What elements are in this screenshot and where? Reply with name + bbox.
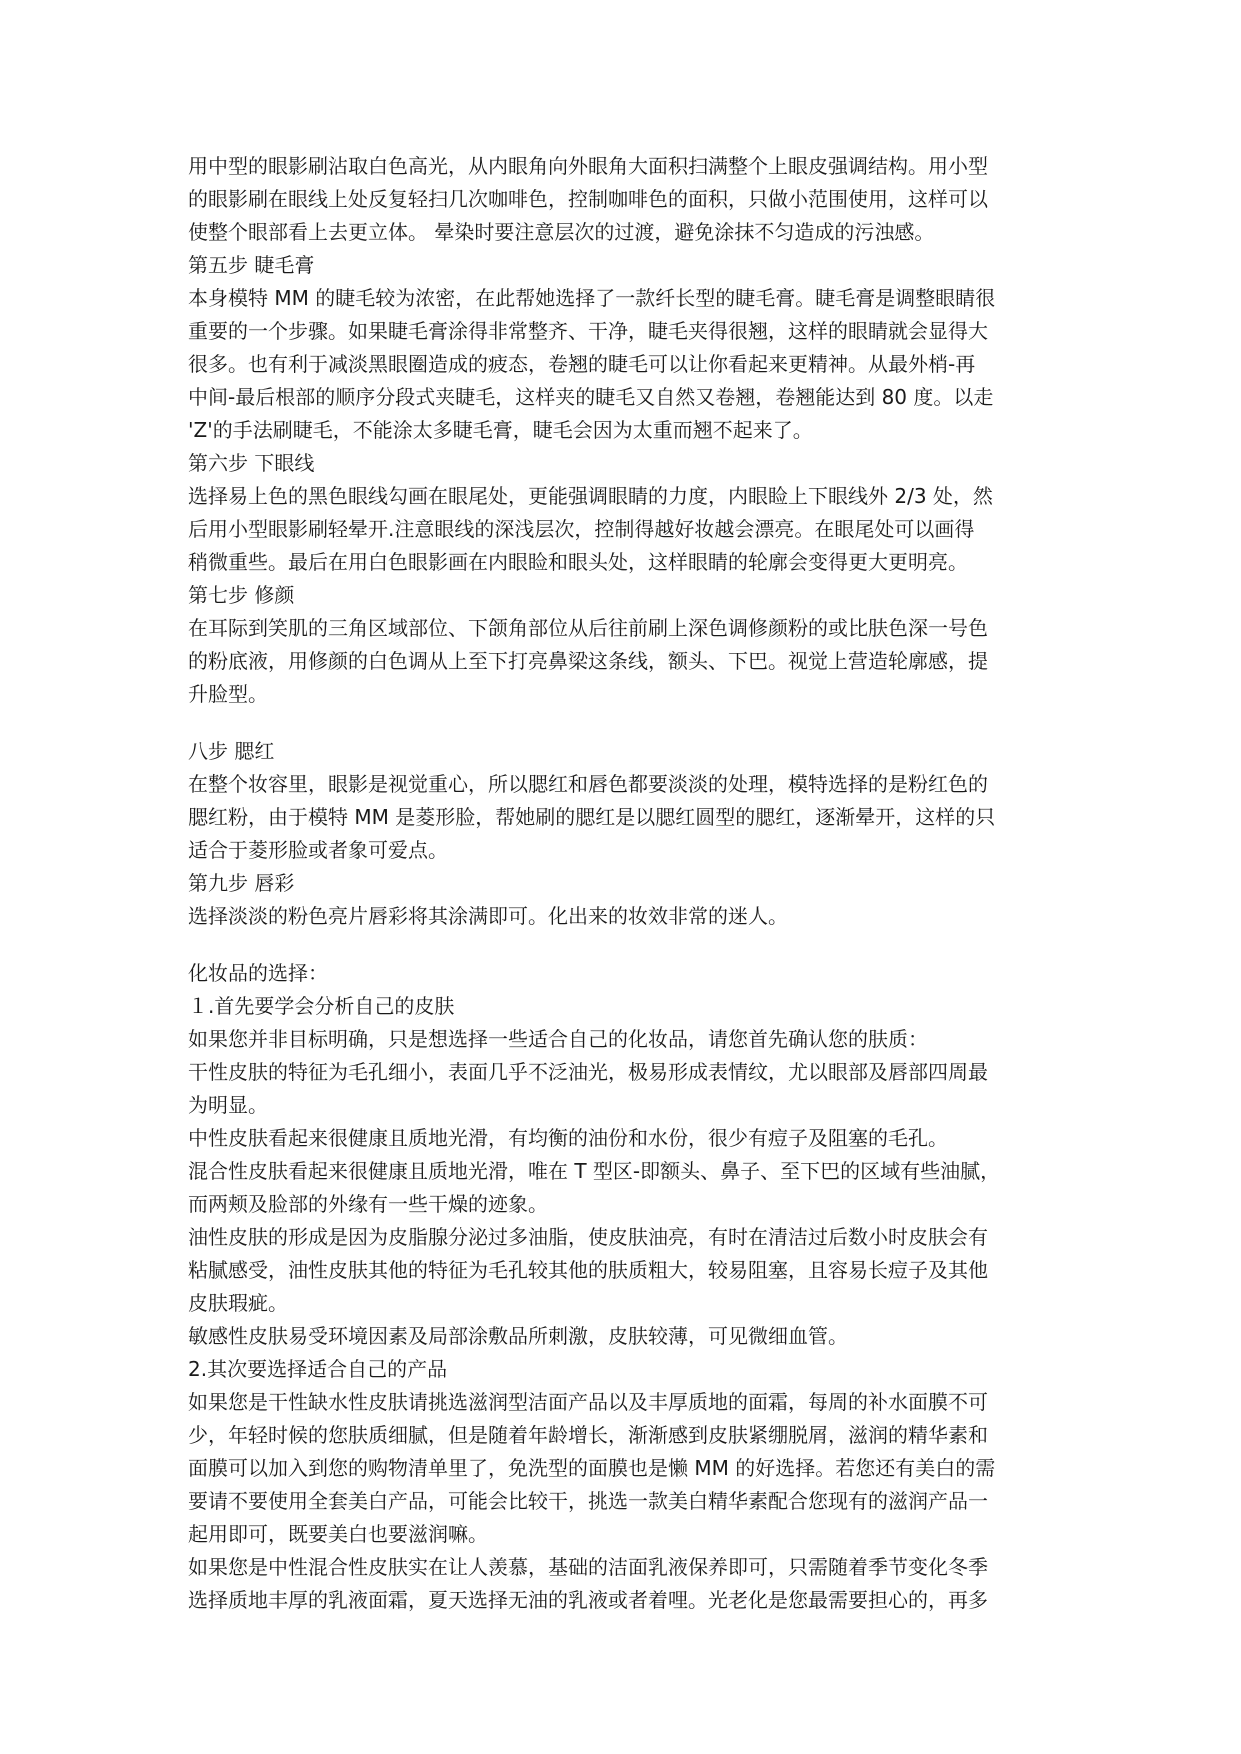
text-line: 中性皮肤看起来很健康且质地光滑，有均衡的油份和水份，很少有痘子及阻塞的毛孔。 xyxy=(188,1126,948,1150)
text-line: 本身模特 MM 的睫毛较为浓密，在此帮她选择了一款纤长型的睫毛膏。睫毛膏是调整眼睛很 xyxy=(188,286,996,310)
text-line: 2.其次要选择适合自己的产品 xyxy=(188,1357,448,1381)
text-line: 皮肤瑕疵。 xyxy=(188,1291,288,1315)
text-line: 腮红粉，由于模特 MM 是菱形脸，帮她刷的腮红是以腮红圆型的腮红，逐渐晕开，这样的只 xyxy=(188,805,996,829)
text-line: 稍微重些。最后在用白色眼影画在内眼睑和眼头处，这样眼睛的轮廓会变得更大更明亮。 xyxy=(188,550,968,574)
text-line: 起用即可，既要美白也要滋润嘛。 xyxy=(188,1522,488,1546)
text-line: 用中型的眼影刷沾取白色高光，从内眼角向外眼角大面积扫满整个上眼皮强调结构。用小型 xyxy=(188,154,988,178)
text-line: 第五步 睫毛膏 xyxy=(188,253,315,277)
text-line: 化妆品的选择： xyxy=(188,961,328,985)
text-line: 如果您是中性混合性皮肤实在让人羡慕，基础的洁面乳液保养即可，只需随着季节变化冬季 xyxy=(188,1555,988,1579)
text-line: 重要的一个步骤。如果睫毛膏涂得非常整齐、干净，睫毛夹得很翘，这样的眼睛就会显得大 xyxy=(188,319,988,343)
text-line: 在整个妆容里，眼影是视觉重心，所以腮红和唇色都要淡淡的处理，模特选择的是粉红色的 xyxy=(188,772,988,796)
text-line: 在耳际到笑肌的三角区域部位、下颌角部位从后往前刷上深色调修颜粉的或比肤色深一号色 xyxy=(188,616,988,640)
text-line: 的眼影刷在眼线上处反复轻扫几次咖啡色，控制咖啡色的面积，只做小范围使用，这样可以 xyxy=(188,187,988,211)
text-line: 敏感性皮肤易受环境因素及局部涂敷品所刺激，皮肤较薄，可见微细血管。 xyxy=(188,1324,848,1348)
text-line: 为明显。 xyxy=(188,1093,268,1117)
text-line: 后用小型眼影刷轻晕开.注意眼线的深浅层次，控制得越好妆越会漂亮。在眼尾处可以画得 xyxy=(188,517,975,541)
text-line: 选择质地丰厚的乳液面霜，夏天选择无油的乳液或者着哩。光老化是您最需要担心的，再多 xyxy=(188,1588,988,1612)
text-line: 第九步 唇彩 xyxy=(188,871,295,895)
text-line: 粘腻感受，油性皮肤其他的特征为毛孔较其他的肤质粗大，较易阻塞，且容易长痘子及其他 xyxy=(188,1258,988,1282)
text-line: １.首先要学会分析自己的皮肤 xyxy=(188,994,455,1018)
text-line: 油性皮肤的形成是因为皮脂腺分泌过多油脂，使皮肤油亮，有时在清洁过后数小时皮肤会有 xyxy=(188,1225,988,1249)
text-line: 选择易上色的黑色眼线勾画在眼尾处，更能强调眼睛的力度，内眼睑上下眼线外 2/3 处，然 xyxy=(188,484,993,508)
text-line: 八步 腮红 xyxy=(188,739,275,763)
text-line: 面膜可以加入到您的购物清单里了，免洗型的面膜也是懒 MM 的好选择。若您还有美白的需 xyxy=(188,1456,996,1480)
text-line: 选择淡淡的粉色亮片唇彩将其涂满即可。化出来的妆效非常的迷人。 xyxy=(188,904,788,928)
text-line: 升脸型。 xyxy=(188,682,268,706)
text-line: 第七步 修颜 xyxy=(188,583,295,607)
paragraph-gap xyxy=(188,933,1060,957)
text-line: 要请不要使用全套美白产品，可能会比较干，挑选一款美白精华素配合您现有的滋润产品一 xyxy=(188,1489,988,1513)
text-line: 如果您并非目标明确，只是想选择一些适合自己的化妆品，请您首先确认您的肤质： xyxy=(188,1027,928,1051)
document-body xyxy=(188,150,1060,1617)
text-line: 而两颊及脸部的外缘有一些干燥的迹象。 xyxy=(188,1192,548,1216)
text-line: 混合性皮肤看起来很健康且质地光滑，唯在 T 型区-即额头、鼻子、至下巴的区域有些油腻， xyxy=(188,1159,1001,1183)
text-line: 干性皮肤的特征为毛孔细小，表面几乎不泛油光，极易形成表情纹，尤以眼部及唇部四周最 xyxy=(188,1060,988,1084)
text-line: 使整个眼部看上去更立体。 晕染时要注意层次的过渡，避免涂抹不匀造成的污浊感。 xyxy=(188,220,935,244)
text-line: 'Z'的手法刷睫毛，不能涂太多睫毛膏，睫毛会因为太重而翘不起来了。 xyxy=(188,418,813,442)
text-line: 中间-最后根部的顺序分段式夹睫毛，这样夹的睫毛又自然又卷翘，卷翘能达到 80 度。以走 xyxy=(188,385,994,409)
text-line: 很多。也有利于减淡黑眼圈造成的疲态，卷翘的睫毛可以让你看起来更精神。从最外梢-再 xyxy=(188,352,976,376)
text-line: 第六步 下眼线 xyxy=(188,451,315,475)
text-line: 的粉底液，用修颜的白色调从上至下打亮鼻梁这条线，额头、下巴。视觉上营造轮廓感，提 xyxy=(188,649,988,673)
text-line: 如果您是干性缺水性皮肤请挑选滋润型洁面产品以及丰厚质地的面霜，每周的补水面膜不可 xyxy=(188,1390,988,1414)
paragraph-gap xyxy=(188,711,1060,735)
text-line: 适合于菱形脸或者象可爱点。 xyxy=(188,838,448,862)
text-line: 少，年轻时候的您肤质细腻，但是随着年龄增长，渐渐感到皮肤紧绷脱屑，滋润的精华素和 xyxy=(188,1423,988,1447)
